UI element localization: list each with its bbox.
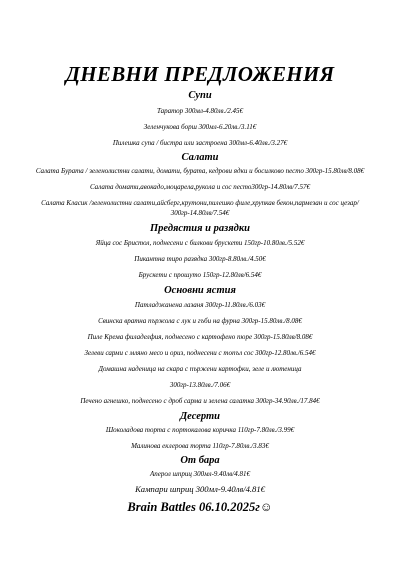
menu-item: Домашна наденица на скара с пържени картофки, зеле и лютеница [98, 365, 302, 373]
event-footer: Brain Battles 06.10.2025г☺ [127, 500, 273, 514]
menu-item: Зеленчукова борш 300мл-6.20лв./3.11€ [143, 123, 257, 131]
menu-item: Салата домати,авокадо,моцарела,рукола и сос песто300гр-14.80лв/7.57€ [89, 183, 311, 191]
section-heading-bar: От бара [180, 455, 220, 466]
menu-item: Таратор 300мл-4.80лв./2.45€ [156, 107, 244, 115]
menu-item: Салата Бурата / зеленолистни салати, домати, бурата, кедрови ядки и босилково песто 300гр-15.80лв/8.08€ [35, 167, 365, 175]
menu-item: Салата Класик /зеленолистни салати,айсберг,крутони,пилешко филе,хрупкав бекон,пармезан и сос цезар/ 300гр-14.80лв/7.54€ [41, 199, 359, 217]
menu-item: Кампари шприц 300мл-9.40лв/4.81€ [135, 484, 265, 494]
menu-item: Яйца сос Бристол, поднесени с билкови брускети 150гр-10.80лв./5.52€ [95, 239, 305, 247]
section-heading-main-courses: Основни ястия [164, 285, 236, 296]
menu-item: Свинска вратна пържола с лук и гъби на фурна 300гр-15.80лв./8.08€ [98, 317, 302, 325]
section-heading-salads: Салати [181, 152, 219, 163]
menu-item: Пикантна тиро разядка 300гр-8.80лв./4.50€ [134, 255, 266, 263]
section-heading-starters: Предястия и разядки [150, 223, 250, 234]
menu-item: Пиле Крема филаделфия, поднесено с картофено пюре 300гр-15.80лв/8.08€ [87, 333, 313, 341]
menu-item: Шоколадова торта с портокалова коричка 110гр-7.80лв./3.99€ [105, 426, 295, 434]
menu-content [0, 90, 400, 515]
menu-item: Брускети с прошуто 150гр-12.80лв/6.54€ [138, 271, 262, 279]
menu-item: Патладжанена лазаня 300гр-11.80лв./6.03€ [134, 301, 266, 309]
menu-item-price: 300гр-13.80лв./7.06€ [169, 381, 231, 389]
menu-item: Аперол шприц 300мл-9.40лв/4.81€ [150, 470, 250, 478]
menu-item: Зелеви сарми с мляно месо и ориз, поднесени с топъл сос 300гр-12.80лв./6.54€ [84, 349, 316, 357]
section-heading-soups: Супи [188, 90, 212, 101]
menu-item: Малинова еклерова торта 110гр-7.80лв./3.83€ [131, 442, 269, 450]
section-heading-desserts: Десерти [180, 411, 220, 422]
menu-item: Пилешка супа / бистра или застроена 300мл-6.40лв./3.27€ [112, 139, 288, 147]
menu-item: Печено агнешко, поднесено с дроб сарма и зелена салатка 300гр-34.90лв./17.84€ [80, 397, 320, 405]
page-title: ДНЕВНИ ПРЕДЛОЖЕНИЯ [65, 62, 335, 86]
